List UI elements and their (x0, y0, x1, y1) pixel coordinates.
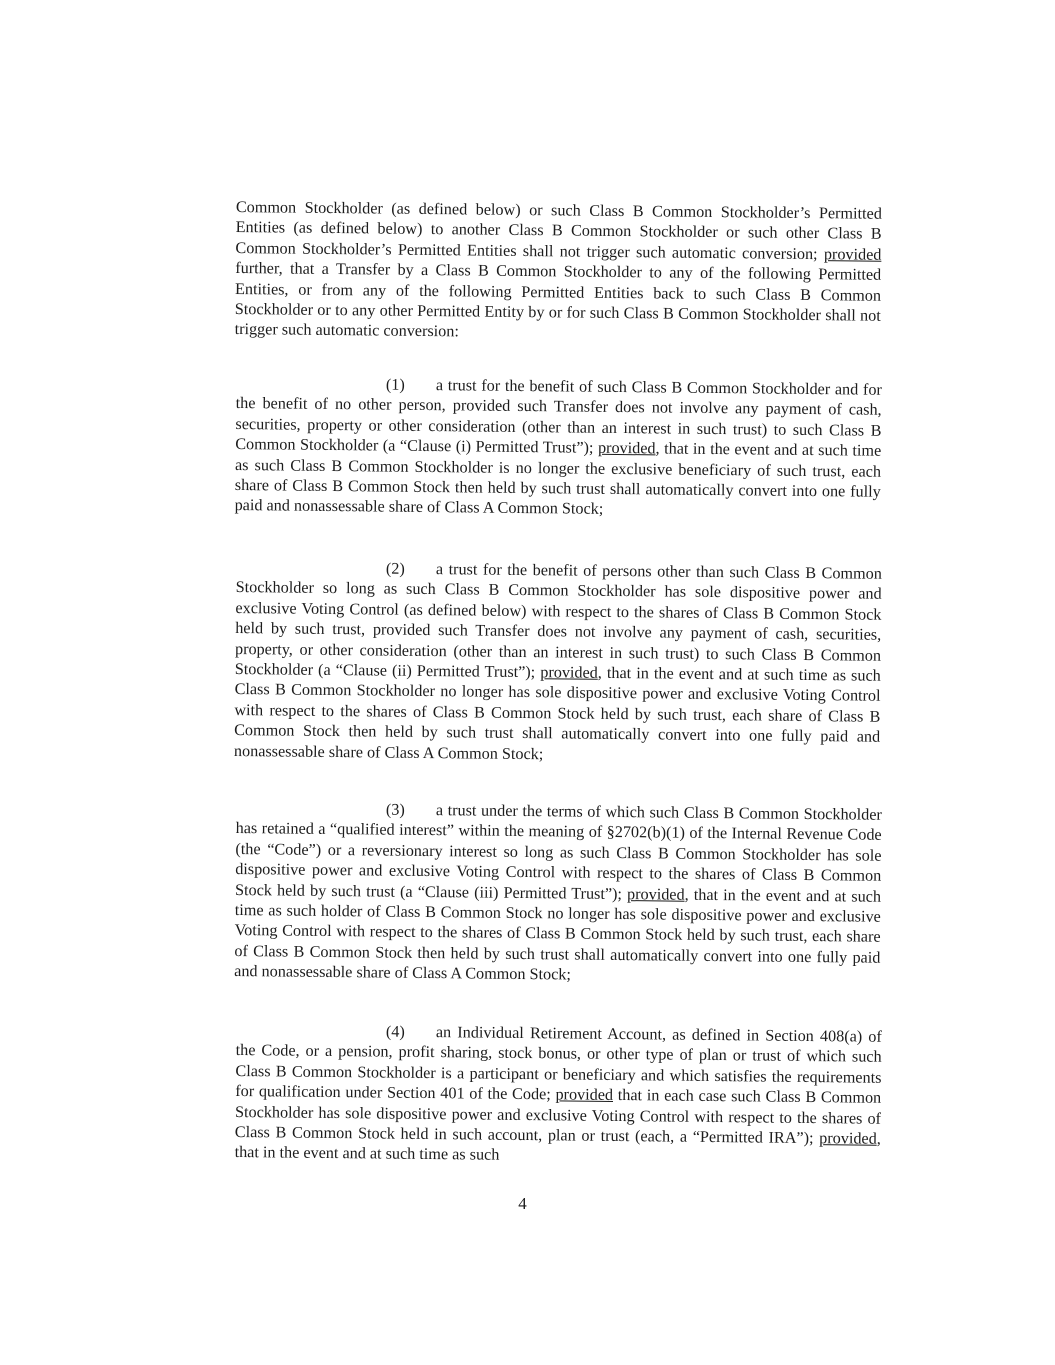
intro-text-part2: further, that a Transfer by a Class B Common Stockholder to any of the following Permitted Entities, or from any of the following Permitted Entities back to such Class B Common Stockholder or to any other Permitted Entity by or for such Class B Common Stockholder shall not trigger such automatic conversion: (234, 259, 882, 341)
clause-text-part1: a trust under the terms of which such Class B Common Stockholder has retained a “qualified interest” within the meaning of §2702(b)(1) of the Internal Revenue Code (the “Code”) or a reversionary interest so long as such Class B Common Stockholder has sole dispositive power and exclusive Voting Control with respect to the shares of Class B Common Stock held by such trust (a “Clause (iii) Permitted Trust”); (234, 801, 882, 903)
clause-text-part2: , that in the event and at such time as such holder of Class B Common Stock no longer has sole dispositive power and exclusive Voting Control with respect to the shares of Class B Common Stock held by such trust, each share of Class B Common Stock then held by such trust shall automatically convert into one fully paid and nonassessable share of Class A Common Stock; (234, 885, 882, 984)
clause-1-paragraph (235, 373, 882, 523)
provided-term: provided (540, 663, 598, 682)
provided-term: provided (555, 1085, 614, 1105)
clause-number: (3) (385, 800, 405, 819)
clause-text-part3: , that in the event and at such time as such (234, 1129, 881, 1165)
clause-text-part2: , that in the event and at such time as such Class B Common Stockholder no longer has sole dispositive power and exclusive Voting Control with respect to the shares of Class B Common Stock held by such trust, each share of Class B Common Stock then held by such trust shall automatically convert into one fully paid and nonassessable share of Class A Common Stock; (233, 663, 881, 763)
provided-term: provided (823, 244, 882, 264)
provided-term: provided (627, 884, 685, 904)
clause-text-part1: an Individual Retirement Account, as defined in Section 408(a) of the Code, or a pension, profit sharing, stock bonus, or other type of plan or trust of which such Class B Common Stockholder is a participant or beneficiary and which satisfies the requirements for qualification under Section 401 of the Code; (235, 1023, 882, 1104)
clause-text-part2: , that in the event and at such time as such Class B Common Stockholder is no longer the exclusive beneficiary of such trust, each share of Class B Common Stock then held by such trust shall automatically convert into one fully paid and nonassessable share of Class A Common Stock; (234, 439, 882, 519)
clause-number: (1) (385, 375, 405, 394)
clause-text-part2: that in each case such Class B Common Stockholder has sole dispositive power and exclusive Voting Control with respect to the shares of Class B Common Stock held in such account, plan or trust (each, a “Permitted IRA”); (234, 1086, 882, 1148)
clause-text-part1: a trust for the benefit of such Class B Common Stockholder and for the benefit of no other person, provided such Transfer does not involve any payment of cash, securities, property or other consideration (other than an interest in such trust) to such Class B Common Stockholder (a “Clause (i) Permitted Trust”); (235, 376, 882, 458)
provided-term: provided (597, 439, 656, 458)
clause-text-part1: a trust for the benefit of persons other than such Class B Common Stockholder so long as such Class B Common Stockholder has sole dispositive power and exclusive Voting Control (as defined below) with respect to the shares of Class B Common Stock held by such trust, provided such Transfer does not involve any payment of cash, securities, property, or other consideration (other than an interest in such trust) to such Class B Common Stockholder (a “Clause (ii) Permitted Trust”); (234, 560, 882, 682)
page-number: 4 (518, 1194, 527, 1213)
clause-4-paragraph (235, 1020, 882, 1170)
clause-number: (4) (385, 1022, 405, 1041)
intro-paragraph (235, 197, 882, 347)
intro-text-part1: Common Stockholder (as defined below) or such Class B Common Stockholder’s Permitted Entities (as defined below) to another Class B Common Stockholder or such other Class B Common Stockholder’s Permitted Entities shall not trigger such automatic conversion; (235, 197, 882, 263)
clause-number: (2) (385, 559, 405, 578)
provided-term: provided (819, 1129, 877, 1148)
clause-3-paragraph (234, 798, 882, 988)
clause-2-paragraph (234, 557, 882, 768)
